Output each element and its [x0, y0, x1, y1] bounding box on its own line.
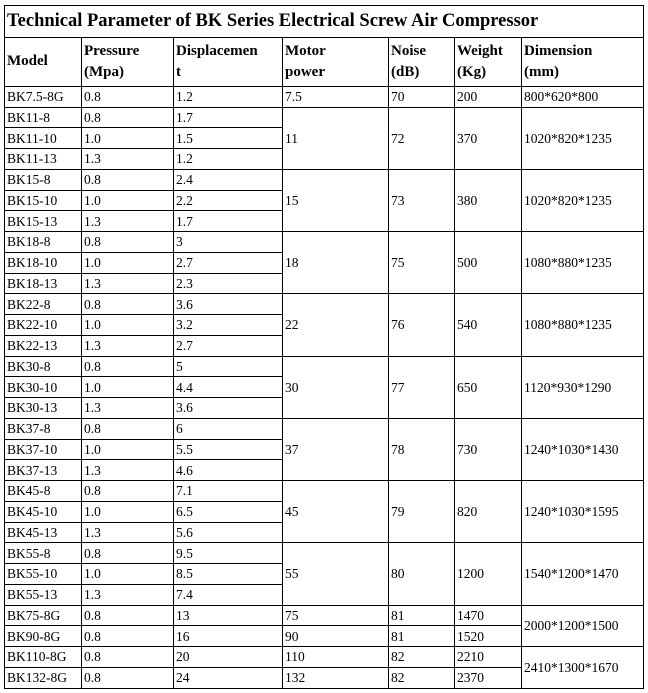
model-cell: BK30-10 [5, 377, 82, 398]
noise-cell: 75 [389, 232, 455, 294]
table-row [5, 356, 644, 377]
table-row [5, 169, 644, 190]
header-motor-power: Motor power [283, 37, 389, 86]
noise-cell: 82 [389, 647, 455, 668]
displacement-cell: 2.2 [174, 190, 283, 211]
header-displacement: Displacemen t [174, 37, 283, 86]
pressure-cell: 1.0 [82, 190, 174, 211]
motor-power-cell: 7.5 [283, 86, 389, 107]
weight-cell: 500 [455, 232, 522, 294]
model-cell: BK37-10 [5, 439, 82, 460]
weight-cell: 2210 [455, 647, 522, 668]
weight-cell: 1470 [455, 605, 522, 626]
motor-power-cell: 110 [283, 647, 389, 668]
motor-power-cell: 132 [283, 667, 389, 688]
header-pressure: Pressure (Mpa) [82, 37, 174, 86]
displacement-cell: 6 [174, 418, 283, 439]
noise-cell: 80 [389, 543, 455, 605]
model-cell: BK15-8 [5, 169, 82, 190]
model-cell: BK37-8 [5, 418, 82, 439]
pressure-cell: 0.8 [82, 543, 174, 564]
noise-cell: 81 [389, 605, 455, 626]
pressure-cell: 1.0 [82, 439, 174, 460]
displacement-cell: 9.5 [174, 543, 283, 564]
model-cell: BK75-8G [5, 605, 82, 626]
model-cell: BK30-13 [5, 398, 82, 419]
weight-cell: 2370 [455, 667, 522, 688]
weight-cell: 650 [455, 356, 522, 418]
displacement-cell: 16 [174, 626, 283, 647]
displacement-cell: 4.4 [174, 377, 283, 398]
pressure-cell: 0.8 [82, 605, 174, 626]
pressure-cell: 1.3 [82, 335, 174, 356]
pressure-cell: 1.3 [82, 273, 174, 294]
motor-power-cell: 18 [283, 232, 389, 294]
displacement-cell: 5.5 [174, 439, 283, 460]
table-row [5, 481, 644, 502]
pressure-cell: 1.0 [82, 377, 174, 398]
model-cell: BK11-13 [5, 149, 82, 170]
pressure-cell: 1.0 [82, 315, 174, 336]
pressure-cell: 1.0 [82, 252, 174, 273]
displacement-cell: 4.6 [174, 460, 283, 481]
motor-power-cell: 37 [283, 418, 389, 480]
dimension-cell: 2000*1200*1500 [522, 605, 644, 647]
pressure-cell: 0.8 [82, 86, 174, 107]
pressure-cell: 1.3 [82, 398, 174, 419]
dimension-cell: 800*620*800 [522, 86, 644, 107]
motor-power-cell: 75 [283, 605, 389, 626]
model-cell: BK11-8 [5, 107, 82, 128]
pressure-cell: 0.8 [82, 626, 174, 647]
pressure-cell: 0.8 [82, 169, 174, 190]
model-cell: BK15-13 [5, 211, 82, 232]
pressure-cell: 1.3 [82, 460, 174, 481]
header-model: Model [5, 37, 82, 86]
displacement-cell: 1.7 [174, 107, 283, 128]
table-row [5, 107, 644, 128]
pressure-cell: 0.8 [82, 418, 174, 439]
noise-cell: 77 [389, 356, 455, 418]
noise-cell: 79 [389, 481, 455, 543]
pressure-cell: 0.8 [82, 481, 174, 502]
pressure-cell: 1.0 [82, 128, 174, 149]
noise-cell: 81 [389, 626, 455, 647]
pressure-cell: 1.3 [82, 149, 174, 170]
model-cell: BK7.5-8G [5, 86, 82, 107]
displacement-cell: 5 [174, 356, 283, 377]
displacement-cell: 3.6 [174, 294, 283, 315]
dimension-cell: 1080*880*1235 [522, 232, 644, 294]
displacement-cell: 8.5 [174, 564, 283, 585]
table-row [5, 294, 644, 315]
model-cell: BK22-8 [5, 294, 82, 315]
displacement-cell: 3 [174, 232, 283, 253]
displacement-cell: 2.4 [174, 169, 283, 190]
noise-cell: 70 [389, 86, 455, 107]
pressure-cell: 0.8 [82, 356, 174, 377]
displacement-cell: 5.6 [174, 522, 283, 543]
model-cell: BK55-10 [5, 564, 82, 585]
displacement-cell: 1.2 [174, 86, 283, 107]
model-cell: BK132-8G [5, 667, 82, 688]
displacement-cell: 13 [174, 605, 283, 626]
header-noise: Noise (dB) [389, 37, 455, 86]
model-cell: BK18-8 [5, 232, 82, 253]
displacement-cell: 2.3 [174, 273, 283, 294]
table-row [5, 647, 644, 668]
model-cell: BK15-10 [5, 190, 82, 211]
weight-cell: 1200 [455, 543, 522, 605]
model-cell: BK55-13 [5, 584, 82, 605]
pressure-cell: 0.8 [82, 294, 174, 315]
table-row [5, 543, 644, 564]
displacement-cell: 20 [174, 647, 283, 668]
displacement-cell: 6.5 [174, 501, 283, 522]
model-cell: BK110-8G [5, 647, 82, 668]
model-cell: BK22-13 [5, 335, 82, 356]
model-cell: BK37-13 [5, 460, 82, 481]
noise-cell: 72 [389, 107, 455, 169]
dimension-cell: 1540*1200*1470 [522, 543, 644, 605]
model-cell: BK45-10 [5, 501, 82, 522]
noise-cell: 73 [389, 169, 455, 231]
model-cell: BK18-13 [5, 273, 82, 294]
model-cell: BK30-8 [5, 356, 82, 377]
motor-power-cell: 90 [283, 626, 389, 647]
motor-power-cell: 55 [283, 543, 389, 605]
pressure-cell: 0.8 [82, 647, 174, 668]
displacement-cell: 24 [174, 667, 283, 688]
header-row [5, 37, 644, 86]
header-weight: Weight (Kg) [455, 37, 522, 86]
table-row [5, 418, 644, 439]
motor-power-cell: 11 [283, 107, 389, 169]
motor-power-cell: 22 [283, 294, 389, 356]
weight-cell: 380 [455, 169, 522, 231]
spec-table [4, 5, 644, 689]
header-dimension: Dimension (mm) [522, 37, 644, 86]
pressure-cell: 0.8 [82, 667, 174, 688]
table-row [5, 605, 644, 626]
table-row [5, 232, 644, 253]
displacement-cell: 1.7 [174, 211, 283, 232]
dimension-cell: 1240*1030*1595 [522, 481, 644, 543]
displacement-cell: 1.5 [174, 128, 283, 149]
weight-cell: 540 [455, 294, 522, 356]
pressure-cell: 0.8 [82, 107, 174, 128]
weight-cell: 200 [455, 86, 522, 107]
displacement-cell: 3.6 [174, 398, 283, 419]
noise-cell: 78 [389, 418, 455, 480]
pressure-cell: 0.8 [82, 232, 174, 253]
dimension-cell: 1240*1030*1430 [522, 418, 644, 480]
pressure-cell: 1.0 [82, 564, 174, 585]
dimension-cell: 1080*880*1235 [522, 294, 644, 356]
dimension-cell: 1020*820*1235 [522, 169, 644, 231]
pressure-cell: 1.3 [82, 522, 174, 543]
noise-cell: 82 [389, 667, 455, 688]
pressure-cell: 1.3 [82, 211, 174, 232]
noise-cell: 76 [389, 294, 455, 356]
displacement-cell: 7.1 [174, 481, 283, 502]
pressure-cell: 1.3 [82, 584, 174, 605]
pressure-cell: 1.0 [82, 501, 174, 522]
model-cell: BK18-10 [5, 252, 82, 273]
weight-cell: 1520 [455, 626, 522, 647]
table-title: Technical Parameter of BK Series Electrical Screw Air Compressor [5, 6, 644, 38]
model-cell: BK45-8 [5, 481, 82, 502]
dimension-cell: 2410*1300*1670 [522, 647, 644, 689]
displacement-cell: 2.7 [174, 252, 283, 273]
model-cell: BK45-13 [5, 522, 82, 543]
model-cell: BK55-8 [5, 543, 82, 564]
dimension-cell: 1120*930*1290 [522, 356, 644, 418]
displacement-cell: 2.7 [174, 335, 283, 356]
model-cell: BK22-10 [5, 315, 82, 336]
motor-power-cell: 15 [283, 169, 389, 231]
dimension-cell: 1020*820*1235 [522, 107, 644, 169]
weight-cell: 730 [455, 418, 522, 480]
displacement-cell: 3.2 [174, 315, 283, 336]
table-row [5, 86, 644, 107]
model-cell: BK11-10 [5, 128, 82, 149]
motor-power-cell: 30 [283, 356, 389, 418]
displacement-cell: 7.4 [174, 584, 283, 605]
displacement-cell: 1.2 [174, 149, 283, 170]
weight-cell: 820 [455, 481, 522, 543]
weight-cell: 370 [455, 107, 522, 169]
motor-power-cell: 45 [283, 481, 389, 543]
model-cell: BK90-8G [5, 626, 82, 647]
